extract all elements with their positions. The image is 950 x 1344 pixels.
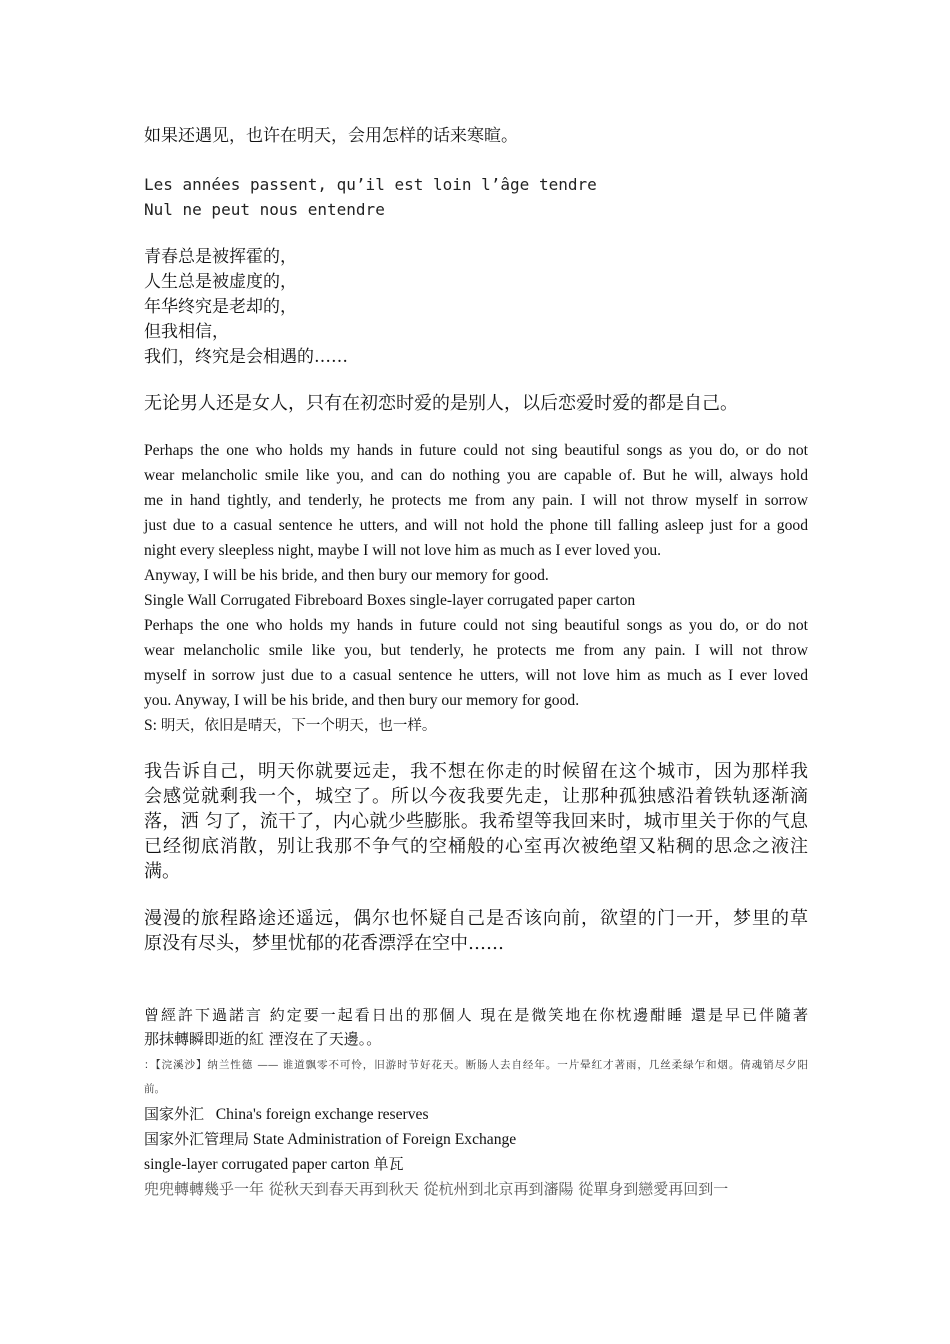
text-line: 我告诉自己，明天你就要远走，我不想在你走的时候留在这个城市，因为那样我 <box>144 761 808 782</box>
term-en: State Administration of Foreign Exchange <box>252 1131 517 1148</box>
text-line: 那抹轉瞬即逝的紅 湮沒在了天邊。。 <box>144 1030 382 1048</box>
term-cn: 国家外汇管理局 <box>144 1130 250 1148</box>
english-paragraph-2: Anyway, I will be his bride, and then bury our memory for good. <box>144 567 549 584</box>
poem-line: 年华终究是老却的， <box>144 297 297 317</box>
text-line: 漫漫的旅程路途还遥远，偶尔也怀疑自己是否该向前，欲望的门一开，梦里的草 <box>144 908 808 929</box>
french-line-1: Les années passent, qu’il est loin l’âge tendre <box>144 175 597 194</box>
english-paragraph-3: Single Wall Corrugated Fibreboard Boxes single-layer corrugated paper carton <box>144 592 636 609</box>
poem-youth <box>144 245 808 370</box>
text-line: 原没有尽头，梦里忧郁的花香漂浮在空中…… <box>144 933 504 954</box>
paragraph-promise <box>144 1003 808 1051</box>
text-line: Perhaps the one who holds my hands in future could not sing beautiful songs as you do, or do not <box>144 617 808 634</box>
text-line: 满。 <box>144 861 180 882</box>
paragraph-greeting: 如果还遇见，也许在明天，会用怎样的话来寒暄。 <box>144 126 518 146</box>
paragraph-journey <box>144 906 808 956</box>
text-line: me in hand tightly, and tenderly, he protects me from any pain. I will not throw myself in sorrow <box>144 492 808 509</box>
paragraph-last: 兜兜轉轉幾乎一年 從秋天到春天再到秋天 從杭州到北京再到瀋陽 從單身到戀愛再回到一 <box>144 1180 729 1198</box>
term-row <box>144 1152 808 1177</box>
term-en: single-layer corrugated paper carton <box>144 1156 370 1173</box>
text-line: just due to a casual sentence he utters, and will not hold the phone till falling asleep just for a good <box>144 517 808 534</box>
text-line: 落，洒 匀了，流干了，内心就少些膨胀。我希望等我回来时，城市里关于你的气息 <box>144 811 808 832</box>
s-prefix: S: <box>144 717 161 734</box>
text-line: night every sleepless night, maybe I will not love him as much as I ever loved you. <box>144 542 662 559</box>
text-line: ：【浣溪沙】纳兰性德 —— 谁道飘零不可怜，旧游时节好花天。断肠人去自经年。一片晕红才著雨，几丝柔绿乍和烟。倩魂销尽夕阳 <box>144 1059 808 1071</box>
text-line: Perhaps the one who holds my hands in future could not sing beautiful songs as you do, or do not <box>144 442 808 459</box>
text-line: 前。 <box>144 1083 165 1095</box>
english-paragraph-1 <box>144 438 808 739</box>
french-line-2: Nul ne peut nous entendre <box>144 200 385 219</box>
poem-line: 青春总是被挥霍的， <box>144 247 297 267</box>
paragraph-leaving <box>144 759 808 884</box>
text-line: you. Anyway, I will be his bride, and then bury our memory for good. <box>144 692 580 709</box>
term-row <box>144 1127 808 1152</box>
term-row <box>144 1102 808 1127</box>
paragraph-love: 无论男人还是女人，只有在初恋时爱的是别人，以后恋爱时爱的都是自己。 <box>144 393 738 414</box>
term-cn: 单瓦 <box>373 1155 404 1173</box>
french-lyrics <box>144 172 808 222</box>
text-line: myself in sorrow just due to a casual sentence he utters, will not love him as much as I ever loved <box>144 667 808 684</box>
poem-line: 我们，终究是会相遇的…… <box>144 347 348 367</box>
poem-line: 人生总是被虚度的， <box>144 272 297 292</box>
glossary-terms <box>144 1102 808 1177</box>
s-text: 明天，依旧是晴天，下一个明天，也一样。 <box>160 718 437 734</box>
text-line: 已经彻底消散，别让我那不争气的空桶般的心室再次被绝望又粘稠的思念之液注 <box>144 836 808 857</box>
term-en: China's foreign exchange reserves <box>215 1106 429 1123</box>
text-line: 曾經許下過諾言 約定要一起看日出的那個人 現在是微笑地在你枕邊酣睡 還是早已伴隨著 <box>144 1006 808 1024</box>
paragraph-classical-poem <box>144 1053 808 1101</box>
text-line: wear melancholic smile like you, and can do nothing you are capable of. But he will, always hold <box>144 467 808 484</box>
s-line <box>144 713 808 739</box>
term-cn: 国家外汇 <box>144 1105 205 1123</box>
poem-line: 但我相信， <box>144 322 229 342</box>
text-line: 会感觉就剩我一个，城空了。所以今夜我要先走，让那种孤独感沿着铁轨逐渐滴 <box>144 786 808 807</box>
text-line: wear melancholic smile like you, but tenderly, he protects me from any pain. I will not throw <box>144 642 808 659</box>
